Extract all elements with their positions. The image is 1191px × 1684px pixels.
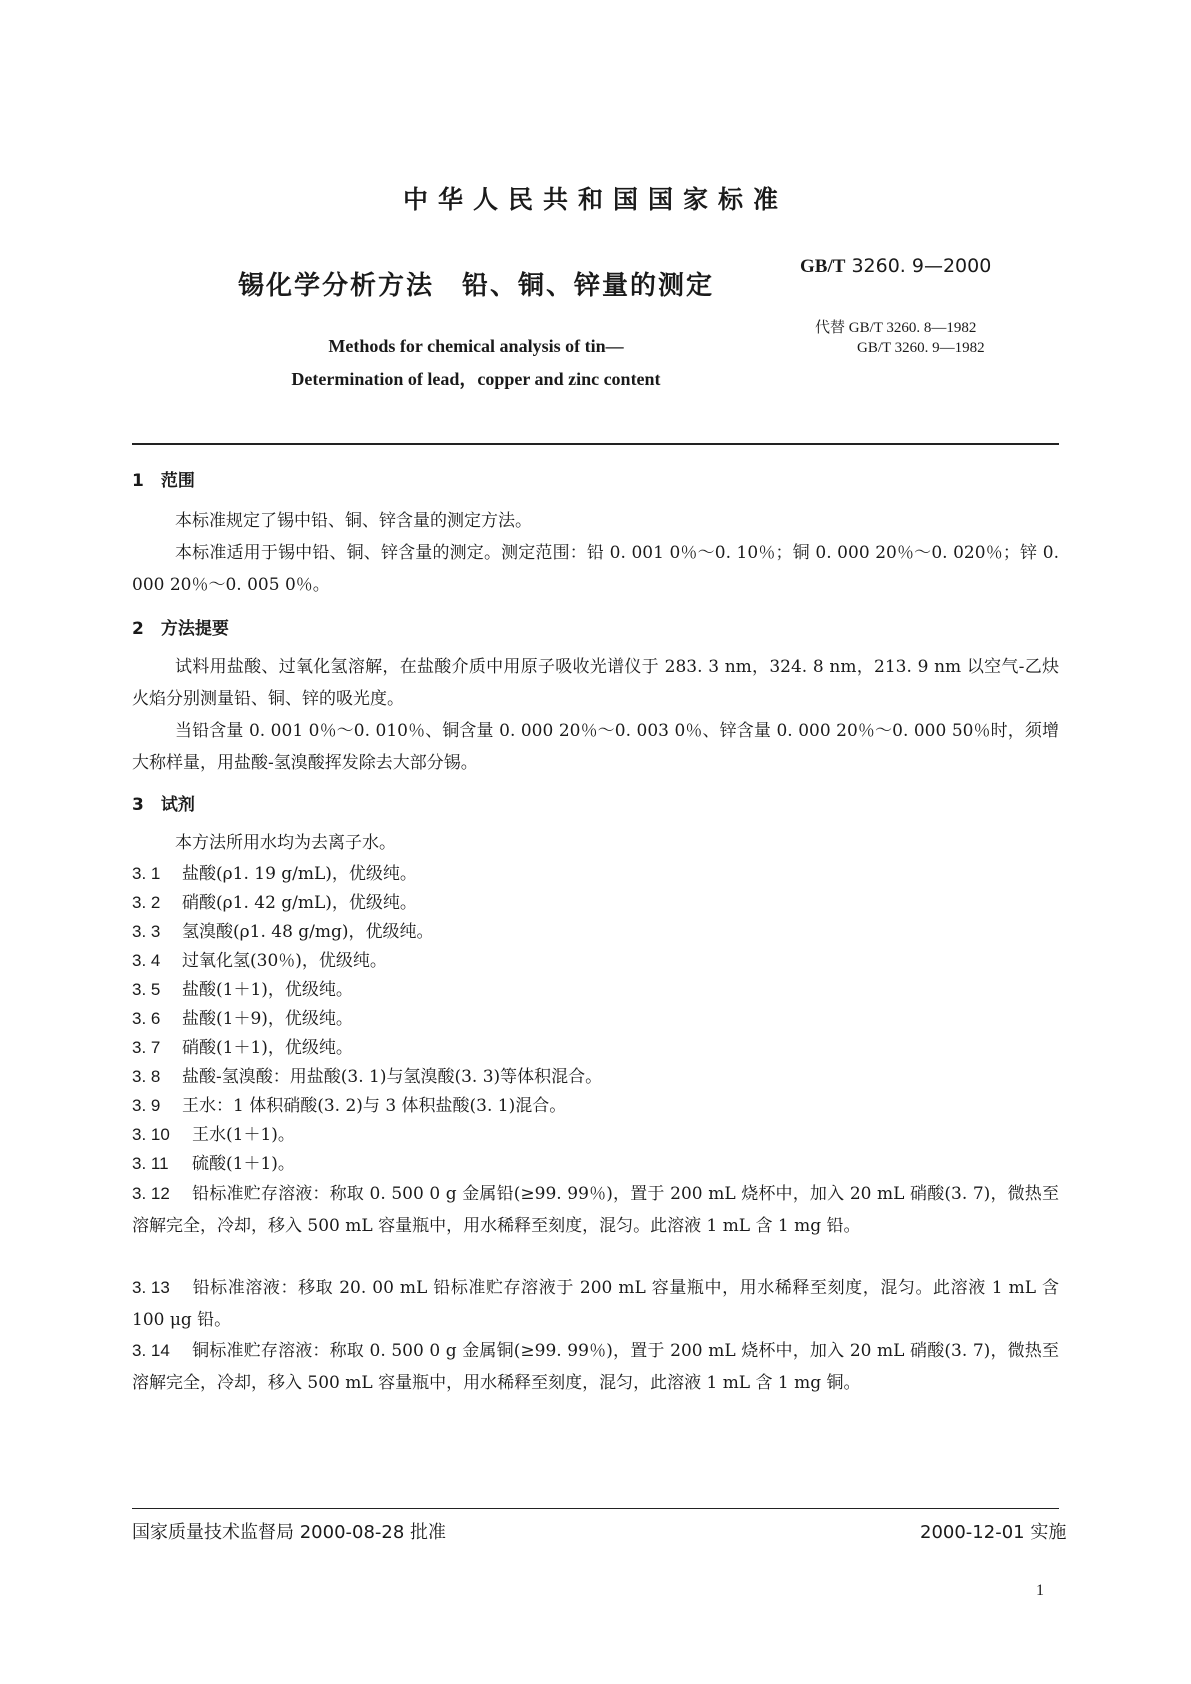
reagent-item (132, 1272, 1059, 1336)
reagent-item (132, 1032, 1059, 1064)
reagent-item (132, 945, 1059, 977)
reagent-item-text: 盐酸-氢溴酸：用盐酸(3. 1)与氢溴酸(3. 3)等体积混合。 (182, 1067, 603, 1087)
reagent-item-text: 硝酸(ρ1. 42 g/mL)，优级纯。 (182, 893, 417, 913)
reagent-item-number: 3. 12 (132, 1184, 170, 1203)
reagent-item-text: 盐酸(1＋9)，优级纯。 (182, 1009, 353, 1029)
standard-number-prefix: GB/T (800, 256, 846, 277)
reagent-item (132, 974, 1059, 1006)
implementation-date: 2000-12-01 实施 (920, 1522, 1067, 1543)
reagent-item-number: 3. 6 (132, 1009, 161, 1028)
reagent-item-text: 硫酸(1＋1)。 (192, 1154, 295, 1174)
section-3-heading: 3 试剂 (132, 795, 195, 815)
replaces-line-2: GB/T 3260. 9—1982 (857, 340, 985, 356)
reagent-item (132, 1335, 1059, 1399)
national-standard-title: 中华人民共和国国家标准 (402, 185, 788, 214)
english-title (196, 330, 756, 396)
reagent-item-number: 3. 3 (132, 922, 161, 941)
reagent-item-text: 铅标准贮存溶液：称取 0. 500 0 g 金属铅(≥99. 99％)，置于 200 mL 烧杯中，加入 20 mL 硝酸(3. 7)，微热至溶解完全，冷却，移入 500 mL 容量瓶中，用水稀释至刻度，混匀。此溶液 1 mL 含 1 mg 铅。 (132, 1184, 1059, 1236)
reagent-item-text: 氢溴酸(ρ1. 48 g/mg)，优级纯。 (182, 922, 434, 942)
reagent-item-text: 过氧化氢(30％)，优级纯。 (182, 951, 387, 971)
replaces-line-1: 代替 GB/T 3260. 8—1982 (815, 320, 977, 336)
reagent-item-number: 3. 1 (132, 864, 161, 883)
reagent-item-number: 3. 11 (132, 1154, 169, 1173)
english-title-line-1: Methods for chemical analysis of tin— (328, 336, 624, 356)
replaces-note (815, 318, 985, 358)
reagent-item-text: 硝酸(1＋1)，优级纯。 (182, 1038, 353, 1058)
section-2-paragraph-1: 试料用盐酸、过氧化氢溶解，在盐酸介质中用原子吸收光谱仪于 283. 3 nm，324. 8 nm，213. 9 nm 以空气-乙炔火焰分别测量铅、铜、锌的吸光度。 (132, 657, 1059, 709)
reagent-item-text: 盐酸(ρ1. 19 g/mL)，优级纯。 (182, 864, 417, 884)
reagent-item-text: 王水：1 体积硝酸(3. 2)与 3 体积盐酸(3. 1)混合。 (182, 1096, 567, 1116)
standard-number-value: 3260. 9—2000 (845, 255, 992, 277)
reagent-item (132, 1119, 1059, 1151)
reagent-item (132, 1061, 1059, 1093)
reagent-item-number: 3. 2 (132, 893, 161, 912)
reagent-item (132, 1003, 1059, 1035)
reagent-item-number: 3. 4 (132, 951, 161, 970)
reagent-item-text: 铅标准溶液：移取 20. 00 mL 铅标准贮存溶液于 200 mL 容量瓶中，用水稀释至刻度，混匀。此溶液 1 mL 含 100 μg 铅。 (132, 1278, 1059, 1330)
reagent-item-number: 3. 13 (132, 1278, 170, 1297)
approval-note: 国家质量技术监督局 2000-08-28 批准 (132, 1522, 447, 1543)
reagent-item (132, 1148, 1059, 1180)
reagent-item (132, 858, 1059, 890)
section-1-paragraph-1: 本标准规定了锡中铅、铜、锌含量的测定方法。 (175, 511, 532, 531)
reagent-item-number: 3. 7 (132, 1038, 161, 1057)
reagent-item-number: 3. 9 (132, 1096, 161, 1115)
reagent-item-text: 盐酸(1＋1)，优级纯。 (182, 980, 353, 1000)
standard-number (800, 255, 991, 278)
document-title: 锡化学分析方法 铅、铜、锌量的测定 (237, 271, 714, 301)
section-1-paragraph-2: 本标准适用于锡中铅、铜、锌含量的测定。测定范围：铅 0. 001 0％～0. 10％；铜 0. 000 20％～0. 020％；锌 0. 000 20％～0. 005 0％。 (132, 543, 1059, 595)
reagent-item-number: 3. 8 (132, 1067, 161, 1086)
reagent-item-number: 3. 10 (132, 1125, 170, 1144)
reagent-item-number: 3. 5 (132, 980, 161, 999)
section-1-heading: 1 范围 (132, 471, 195, 491)
section-3-intro: 本方法所用水均为去离子水。 (175, 833, 396, 853)
section-2-paragraph-2: 当铅含量 0. 001 0％～0. 010％、铜含量 0. 000 20％～0. 003 0％、锌含量 0. 000 20％～0. 000 50％时，须增大称样量，用盐酸-氢溴酸挥发除去大部分锡。 (132, 721, 1059, 773)
reagent-item-text: 铜标准贮存溶液：称取 0. 500 0 g 金属铜(≥99. 99％)，置于 200 mL 烧杯中，加入 20 mL 硝酸(3. 7)，微热至溶解完全，冷却，移入 500 mL 容量瓶中，用水稀释至刻度，混匀，此溶液 1 mL 含 1 mg 铜。 (132, 1341, 1059, 1393)
section-2-heading: 2 方法提要 (132, 619, 229, 639)
page-number: 1 (1036, 1582, 1044, 1599)
reagent-item (132, 887, 1059, 919)
reagent-item (132, 916, 1059, 948)
reagent-item (132, 1178, 1059, 1242)
reagent-item-text: 王水(1＋1)。 (192, 1125, 295, 1145)
english-title-line-2: Determination of lead，copper and zinc content (291, 369, 661, 389)
footer-divider (132, 1508, 1059, 1509)
reagent-item (132, 1090, 1059, 1122)
reagent-item-number: 3. 14 (132, 1341, 170, 1360)
header-divider (132, 443, 1059, 445)
